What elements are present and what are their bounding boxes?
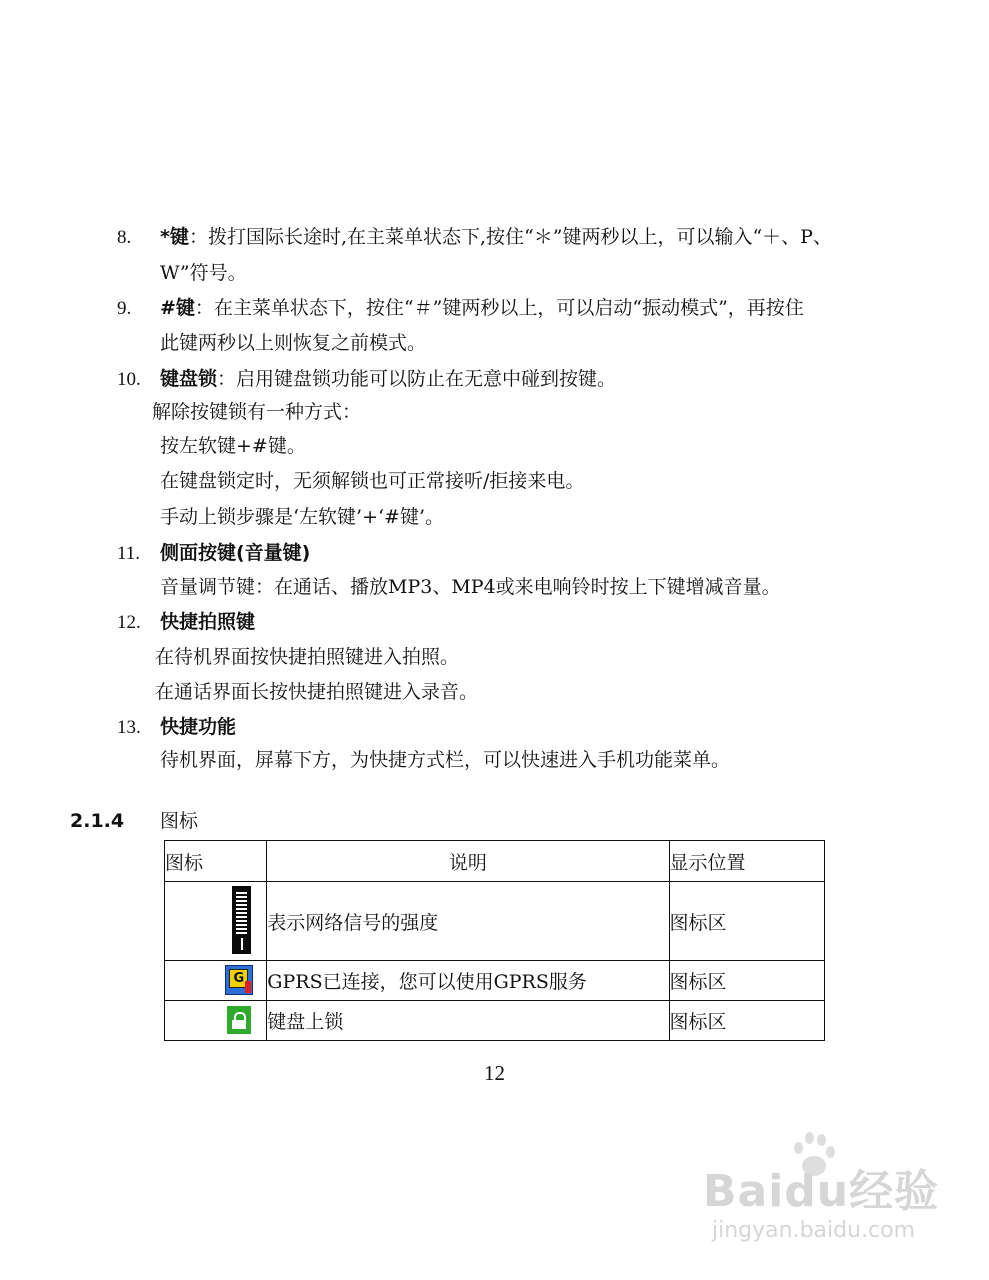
- gprs-g-glyph: G: [229, 969, 248, 988]
- signal-bar: [236, 928, 247, 930]
- table-cell-description: GPRS已连接，您可以使用GPRS服务: [267, 961, 669, 1001]
- item-8-text: ：拨打国际长途时,在主菜单状态下,按住“＊”键两秒以上，可以输入“＋、P、: [188, 226, 832, 248]
- item-12-line-1: 在待机界面按快捷拍照键进入拍照。: [155, 646, 460, 668]
- gprs-red-mark: [245, 981, 251, 993]
- signal-bar: [236, 896, 247, 898]
- antenna-stem: [241, 938, 243, 950]
- item-10-line-2: 解除按键锁有一种方式：: [152, 401, 362, 423]
- item-13-number: 13.: [117, 717, 141, 738]
- signal-bar: [236, 900, 247, 902]
- item-9-line-1: [160, 294, 804, 322]
- table-header-position: 显示位置: [669, 841, 824, 882]
- table-cell-icon: [165, 882, 267, 961]
- item-10-text: ：启用键盘锁功能可以防止在无意中碰到按键。: [217, 368, 617, 390]
- table-cell-description: 键盘上锁: [267, 1001, 669, 1041]
- item-13-title: 快捷功能: [160, 716, 237, 738]
- item-10-line-5: 手动上锁步骤是‘左软键’+‘#键’。: [160, 506, 444, 528]
- signal-bar: [236, 908, 247, 910]
- item-12-title: 快捷拍照键: [160, 611, 256, 633]
- signal-bar: [236, 924, 247, 926]
- table-row: [165, 882, 825, 961]
- signal-bar: [236, 904, 247, 906]
- signal-bar: [236, 932, 247, 934]
- item-9-line-2: 此键两秒以上则恢复之前模式。: [160, 332, 427, 354]
- table-header-icon: 图标: [165, 841, 267, 882]
- signal-bar: [236, 912, 247, 914]
- gprs-connected-icon: [225, 965, 253, 995]
- item-10-line-1: [160, 365, 616, 393]
- signal-bar: [236, 920, 247, 922]
- signal-strength-icon: [232, 886, 251, 954]
- item-8-title: *键: [160, 226, 189, 248]
- watermark-logo: Baidu经验: [703, 1166, 940, 1217]
- table-cell-position: 图标区: [669, 1001, 824, 1041]
- page-number: 12: [484, 1061, 505, 1085]
- table-cell-position: 图标区: [669, 961, 824, 1001]
- table-cell-position: 图标区: [669, 882, 824, 961]
- item-9-text: ：在主菜单状态下，按住“＃”键两秒以上，可以启动“振动模式”，再按住: [194, 297, 804, 319]
- item-11-line-1: 音量调节键：在通话、播放MP3、MP4或来电响铃时按上下键增减音量。: [160, 576, 781, 598]
- item-12-number: 12.: [117, 612, 141, 633]
- table-header-description: 说明: [267, 841, 669, 882]
- item-12-line-2: 在通话界面长按快捷拍照键进入录音。: [155, 681, 479, 703]
- section-number: 2.1.4: [70, 810, 125, 832]
- item-13-line-1: 待机界面，屏幕下方，为快捷方式栏，可以快速进入手机功能菜单。: [160, 749, 731, 771]
- table-header-row: [165, 841, 825, 882]
- item-8-line-2: W”符号。: [160, 262, 247, 284]
- signal-bar: [236, 916, 247, 918]
- table-row: [165, 961, 825, 1001]
- table-cell-icon: [165, 1001, 267, 1041]
- keypad-lock-icon: [227, 1006, 251, 1034]
- item-11-title: 侧面按键(音量键): [160, 542, 311, 564]
- item-10-line-4: 在键盘锁定时，无须解锁也可正常接听/拒接来电。: [160, 470, 585, 492]
- item-10-title: 键盘锁: [160, 368, 218, 390]
- watermark-url: jingyan.baidu.com: [712, 1218, 916, 1243]
- signal-bar: [236, 892, 247, 894]
- table-cell-description: 表示网络信号的强度: [267, 882, 669, 961]
- item-10-line-3: 按左软键+#键。: [160, 435, 306, 457]
- item-10-number: 10.: [117, 369, 141, 390]
- table-cell-icon: [165, 961, 267, 1001]
- item-8-line-1: [160, 223, 832, 251]
- item-9-title: #键: [160, 297, 195, 319]
- section-title: 图标: [160, 810, 199, 832]
- item-8-number: 8.: [117, 227, 132, 248]
- icon-table: [164, 840, 825, 1041]
- table-row: [165, 1001, 825, 1041]
- item-9-number: 9.: [117, 298, 132, 319]
- item-11-number: 11.: [117, 543, 141, 564]
